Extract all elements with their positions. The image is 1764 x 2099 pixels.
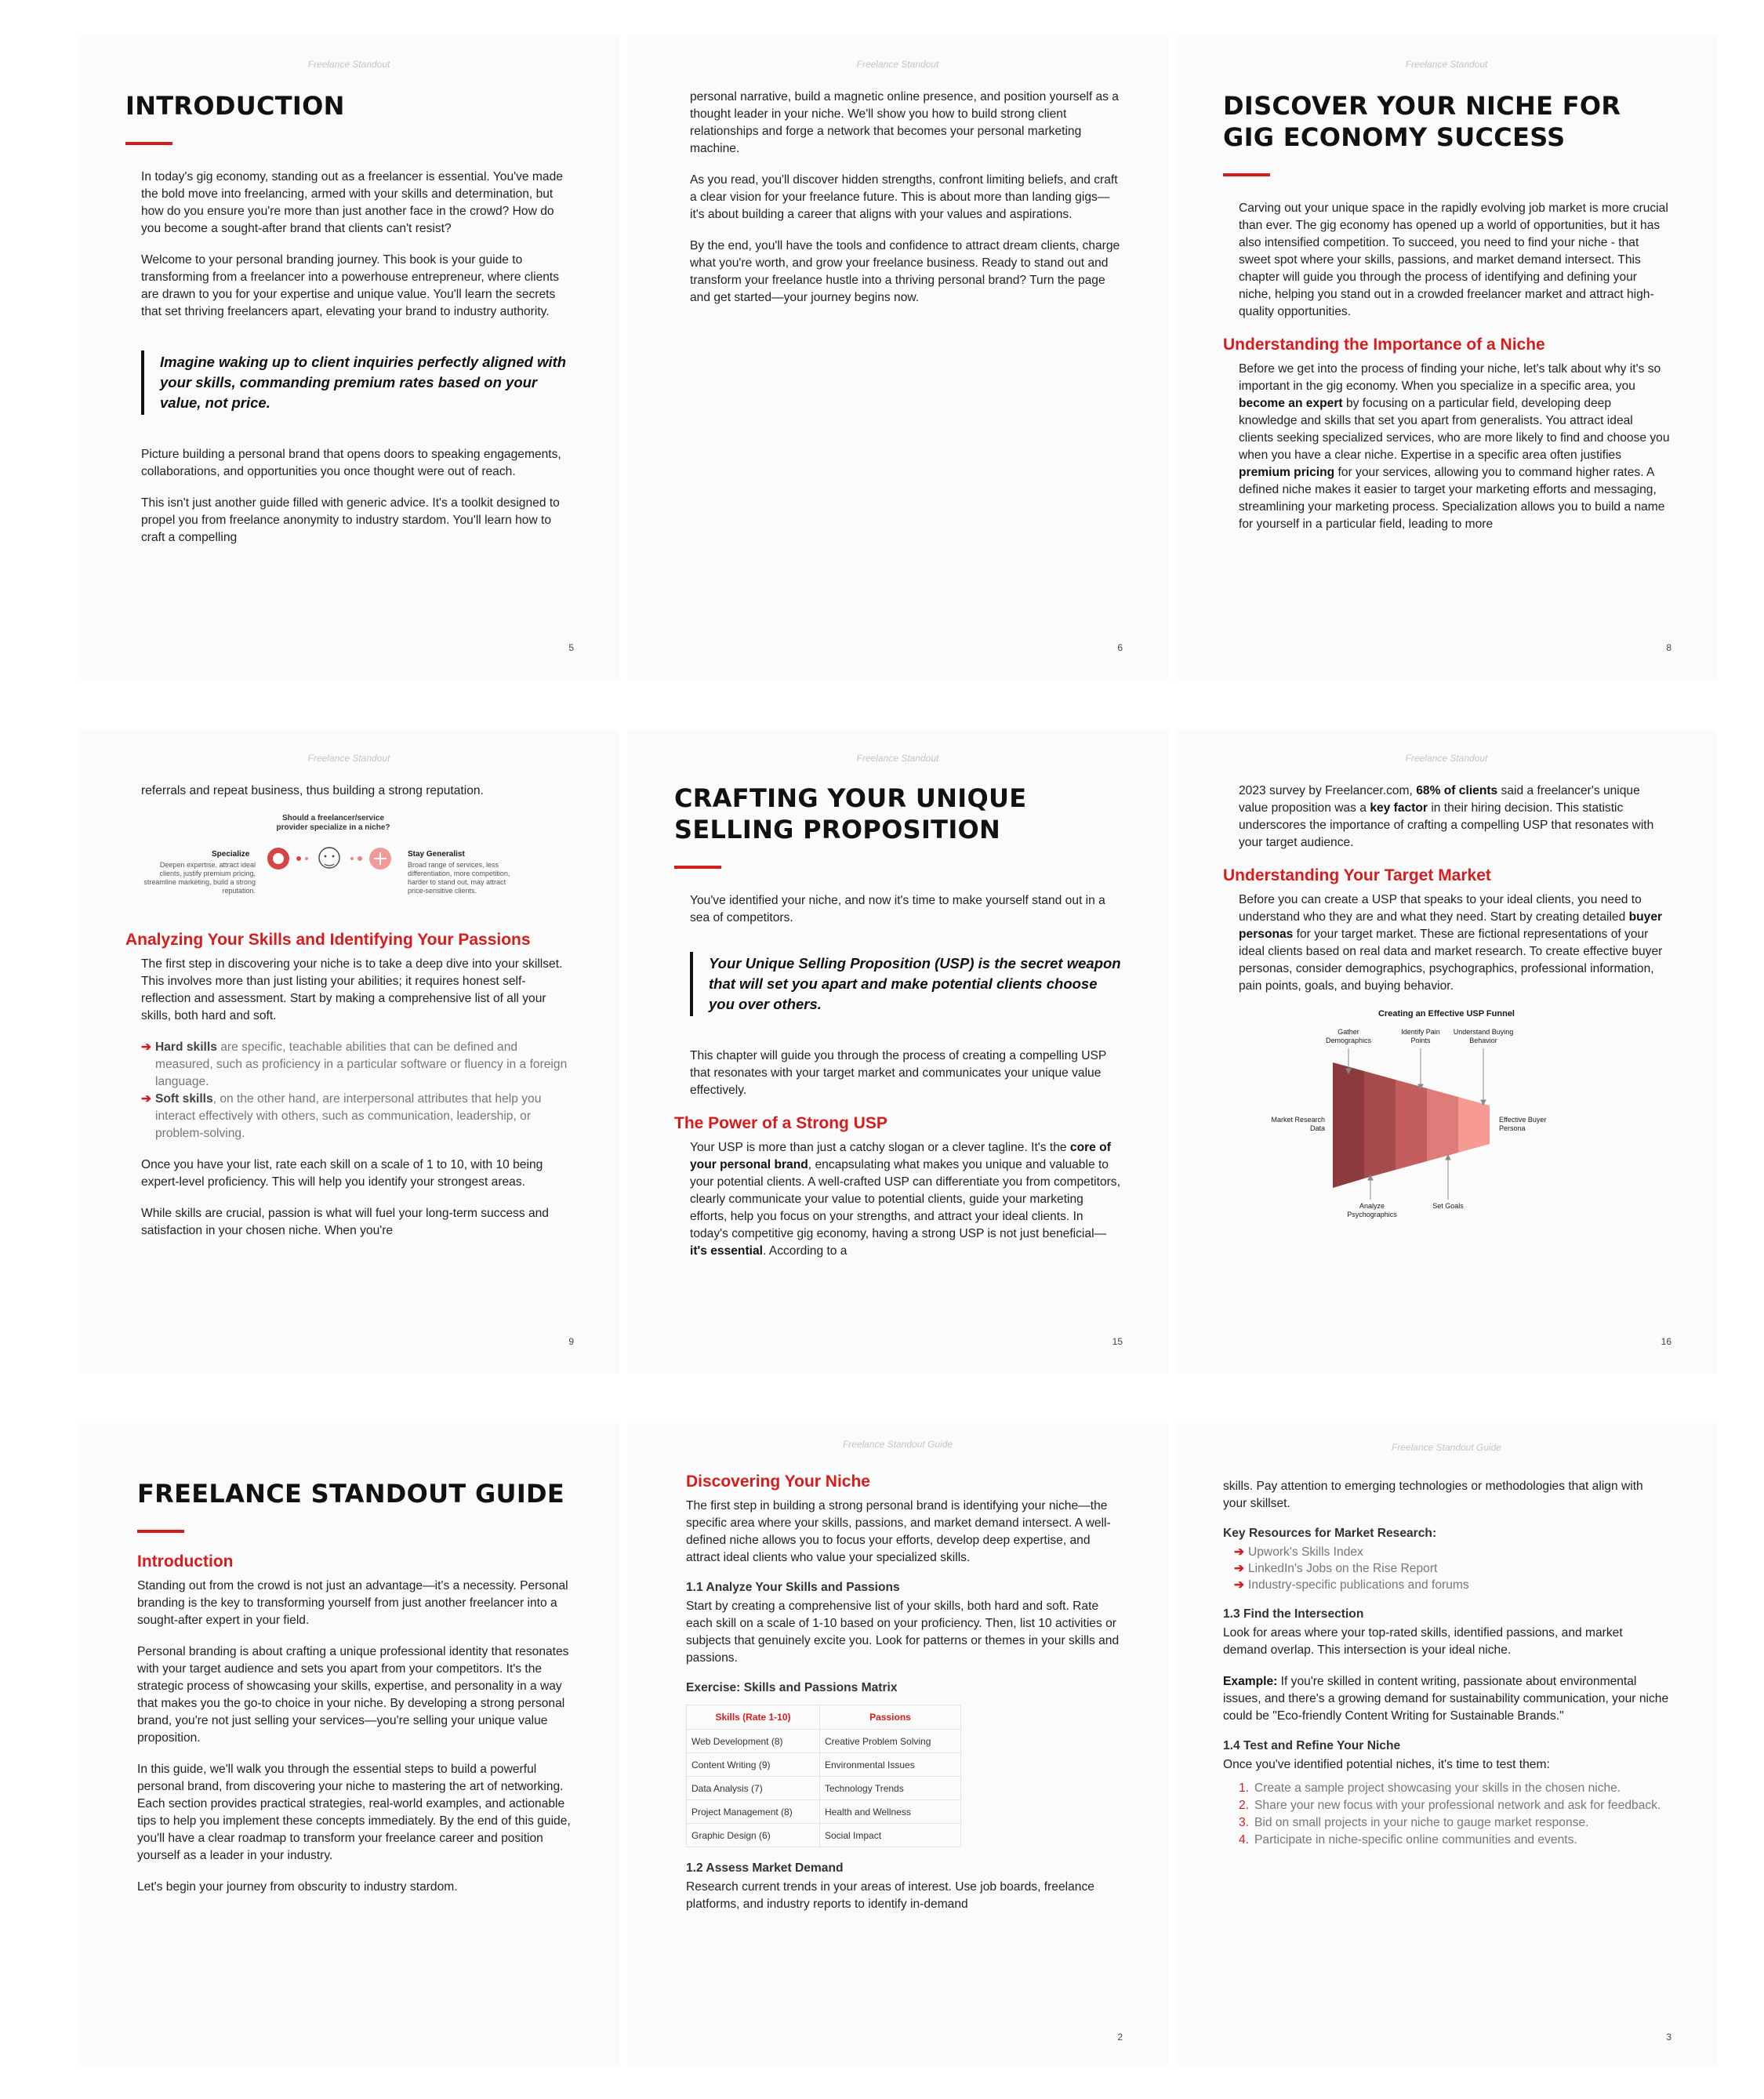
paragraph: Research current trends in your areas of interest. Use job boards, freelance platforms, and industry reports to identify in-demand: [686, 1880, 1094, 1911]
paragraph: The first step in discovering your niche is to take a deep dive into your skillset. This involves more than just listing your abilities; it requires honest self-reflection and assessment. Start by making a comprehensive list of all your skills, both hard and soft.: [141, 957, 563, 1022]
table-header: Skills (Rate 1-10): [687, 1705, 820, 1730]
test-steps-list: [1239, 1780, 1670, 1849]
page-number: 5: [568, 642, 574, 653]
subsection-heading: 1.1 Analyze Your Skills and Passions: [686, 1581, 900, 1594]
table-cell: Environmental Issues: [820, 1753, 961, 1777]
table-row: [687, 1777, 961, 1800]
paragraph: Start by creating a comprehensive list of your skills, both hard and soft. Rate each skill on a scale of 1-10 based on your proficiency. Then, list 10 activities or subjects that genuinely excite you. Look for patterns or themes in your skills and passions.: [686, 1600, 1120, 1665]
paragraph: Look for areas where your top-rated skills, identified passions, and market demand overlap. This intersection is your ideal niche.: [1223, 1626, 1623, 1657]
thinking-person-icon: [319, 848, 339, 868]
table-cell: Social Impact: [820, 1824, 961, 1847]
running-header: Freelance Standout: [307, 753, 390, 764]
diagram-right-title: Stay Generalist: [408, 850, 465, 859]
resources-list: [1234, 1544, 1670, 1593]
title-rule: [1223, 173, 1270, 176]
diagram-right-desc: Broad range of services, less differentiation, more competition, harder to stand out, may attract price-sensitive clients.: [408, 861, 510, 895]
funnel-segment-2: [1364, 1071, 1396, 1178]
paragraph: This chapter will guide you through the process of creating a compelling USP that resonates with your target market and communicates your unique value effectively.: [690, 1049, 1107, 1097]
funnel-title: Creating an Effective USP Funnel: [1377, 1009, 1515, 1019]
paragraph: Once you've identified potential niches, it's time to test them:: [1223, 1758, 1550, 1771]
list-item: ➔ LinkedIn's Jobs on the Rise Report: [1234, 1562, 1438, 1575]
funnel-label-bot1: Analyze Psychographics: [1347, 1202, 1397, 1218]
diagram-question: Should a freelancer/service provider specialize in a niche?: [276, 814, 390, 832]
page-5: [78, 35, 619, 680]
pull-quote: Imagine waking up to client inquiries perfectly aligned with your skills, commanding premium rates based on your value, not price.: [141, 350, 572, 415]
skills-list: [141, 1039, 572, 1142]
guide-title: FREELANCE STANDOUT GUIDE: [137, 1479, 565, 1509]
table-cell: Content Writing (9): [687, 1753, 820, 1777]
list-item: 2. Share your new focus with your professional network and ask for feedback.: [1239, 1799, 1661, 1812]
paragraph: Example: If you're skilled in content writing, passionate about environmental issues, and there's a growing demand for sustainability communication, your niche could be "Eco-friendly Content Writing for Sustainable Brands.": [1223, 1675, 1669, 1723]
funnel-graphic: [1223, 1009, 1584, 1229]
paragraph: referrals and repeat business, thus building a strong reputation.: [141, 784, 484, 797]
section-heading: The Power of a Strong USP: [674, 1114, 887, 1132]
funnel-label-bot2: Set Goals: [1432, 1202, 1464, 1210]
table-cell: Technology Trends: [820, 1777, 961, 1800]
diagram-left-desc: Deepen expertise, attract ideal clients, justify premium pricing, streamline marketing, build a strong reputation.: [143, 861, 256, 895]
table-header: Passions: [820, 1705, 961, 1730]
page-9: [78, 729, 619, 1374]
paragraph: Welcome to your personal branding journey. This book is your guide to transforming from a freelancer into a powerhouse entrepreneur, where clients are drawn to you for your expertise and unique value. You'll learn the secrets that set thriving freelancers apart, elevating your brand to industry authority.: [141, 253, 560, 318]
table-cell: Web Development (8): [687, 1730, 820, 1753]
paragraph: This isn't just another guide filled with generic advice. It's a toolkit designed to propel you from freelance anonymity to industry stardom. You'll learn how to craft a compelling: [141, 496, 560, 544]
funnel-label-left: Market Research Data: [1271, 1116, 1325, 1132]
section-heading: Understanding Your Target Market: [1223, 866, 1491, 884]
paragraph: Carving out your unique space in the rapidly evolving job market is more crucial than ever. The gig economy has opened up a world of opportunities, but it has also intensified competition. To succeed, you need to find your niche - that sweet spot where your skills, passions, and market demand intersect. This chapter will guide you through the process of identifying and defining your niche, helping you stand out in a crowded freelancer market and attract high-quality opportunities.: [1239, 202, 1668, 318]
subsection-heading: Exercise: Skills and Passions Matrix: [686, 1681, 898, 1694]
funnel-label-right: Effective Buyer Persona: [1499, 1116, 1547, 1132]
subsection-heading: 1.2 Assess Market Demand: [686, 1861, 844, 1875]
arrow-icon: ➔: [1234, 1562, 1245, 1575]
arrow-icon: ➔: [141, 1092, 152, 1106]
page-15: [627, 729, 1168, 1374]
paragraph: Picture building a personal brand that opens doors to speaking engagements, collaborations, and opportunities you once thought were out of reach.: [141, 448, 561, 478]
title-rule: [125, 142, 172, 145]
section-heading: Analyzing Your Skills and Identifying Your Passions: [125, 931, 531, 949]
paragraph: You've identified your niche, and now it's time to make yourself stand out in a sea of competitors.: [690, 894, 1105, 924]
table-row: [687, 1730, 961, 1753]
table-cell: Creative Problem Solving: [820, 1730, 961, 1753]
paragraph: Your USP is more than just a catchy slogan or a clever tagline. It's the core of your personal brand, encapsulating what makes you unique and valuable to your potential clients. A well-crafted USP can differentiate you from competitors, clearly communicate your value to potential clients, guide your marketing efforts, help you focus on your strengths, and attract your ideal clients. In today's competitive gig economy, having a strong USP is not just beneficial—it's essential. According to a: [690, 1141, 1120, 1258]
pull-quote: Your Unique Selling Proposition (USP) is the secret weapon that will set you apart and make potential clients choose you over others.: [690, 952, 1121, 1016]
section-heading: Discovering Your Niche: [686, 1473, 870, 1491]
arrow-icon: ➔: [141, 1040, 152, 1054]
page-6: [627, 35, 1168, 680]
funnel-label-top1: Gather Demographics: [1325, 1028, 1372, 1044]
skills-passions-table: [686, 1705, 961, 1847]
table-row: [687, 1824, 961, 1847]
page-number: 9: [568, 1336, 574, 1347]
page-number: 15: [1112, 1336, 1123, 1347]
page-number: 2: [1117, 2032, 1123, 2043]
list-item: ➔ Hard skills are specific, teachable abilities that can be defined and measured, such as proficiency in a particular software or fluency in a foreign language.: [141, 1040, 568, 1088]
page-number: 3: [1666, 2032, 1671, 2043]
running-header: Freelance Standout: [856, 753, 939, 764]
guide-page-1: [78, 1423, 619, 2066]
list-item: 4. Participate in niche-specific online communities and events.: [1239, 1833, 1577, 1847]
paragraph: 2023 survey by Freelancer.com, 68% of clients said a freelancer's unique value proposition was a key factor in their hiring decision. This statistic underscores the importance of crafting a compelling USP that resonates with your target audience.: [1239, 784, 1654, 849]
paragraph: In today's gig economy, standing out as a freelancer is essential. You've made the bold move into freelancing, armed with your skills and determination, but how do you ensure you're more than just another face in the crowd? How do you become a sought-after brand that clients can't resist?: [141, 170, 563, 235]
funnel-segment-1: [1333, 1062, 1364, 1188]
section-heading: Understanding the Importance of a Niche: [1223, 336, 1545, 354]
page-8: [1176, 35, 1717, 680]
chapter-title: INTRODUCTION: [125, 91, 345, 121]
usp-funnel-diagram: [1223, 1009, 1670, 1229]
funnel-segment-4: [1427, 1088, 1458, 1161]
paragraph: personal narrative, build a magnetic online presence, and position yourself as a thought leader in your niche. We'll show you how to build strong client relationships and forge a network that becomes your personal marketing machine.: [690, 90, 1119, 155]
title-rule: [137, 1530, 184, 1533]
list-item: 1. Create a sample project showcasing your skills in the chosen niche.: [1239, 1781, 1621, 1795]
subsection-heading: 1.4 Test and Refine Your Niche: [1223, 1739, 1401, 1752]
subsection-heading: 1.3 Find the Intersection: [1223, 1607, 1364, 1621]
paragraph: Let's begin your journey from obscurity to industry stardom.: [137, 1880, 458, 1894]
paragraph: Before we get into the process of finding your niche, let's talk about why it's so important in the gig economy. When you specialize in a specific area, you become an expert by focusing on a particular field, developing deep knowledge and skills that set you apart from generalists. You attract ideal clients seeking specialized services, who are more likely to find and choose you when you have a clear niche. Expertise in a specific area often justifies premium pricing for your services, allowing you to command higher rates. A defined niche makes it easier to target your marketing efforts and messaging, streamlining your marketing process. Specialization allows you to build a name for yourself in a particular field, leading to more: [1239, 362, 1670, 531]
page-number: 8: [1666, 642, 1671, 653]
diagram-graphic: [263, 839, 396, 878]
list-item: 3. Bid on small projects in your niche to gauge market response.: [1239, 1816, 1589, 1829]
paragraph: While skills are crucial, passion is what will fuel your long-term success and satisfaction in your chosen niche. When you're: [141, 1207, 549, 1237]
niche-decision-diagram: [141, 814, 572, 914]
chapter-title: CRAFTING YOUR UNIQUE SELLING PROPOSITION: [674, 783, 1027, 844]
guide-page-2: [627, 1423, 1168, 2066]
running-header: Freelance Standout Guide: [842, 1439, 953, 1450]
diagram-left-title: Specialize: [212, 850, 250, 859]
table-row: [687, 1800, 961, 1824]
running-header: Freelance Standout: [1405, 753, 1488, 764]
page-16: [1176, 729, 1717, 1374]
page-number: 6: [1117, 642, 1123, 653]
paragraph: Personal branding is about crafting a unique professional identity that resonates with your target audience and sets you apart from your competitors. It's the strategic process of showcasing your skills, expertise, and personality in a way that makes you the go-to choice in your niche. By developing a strong personal brand, you're not just selling your services—you're selling your unique value proposition.: [137, 1645, 569, 1745]
funnel-label-top3: Understand Buying Behavior: [1453, 1028, 1514, 1044]
running-header: Freelance Standout: [307, 59, 390, 70]
paragraph: In this guide, we'll walk you through the essential steps to build a powerful personal brand, from discovering your niche to mastering the art of networking. Each section provides practical strategies, real-world examples, and actionable tips to help you implement these concepts immediately. By the end of this guide, you'll have a clear roadmap to transform your freelance career and position yourself as a leader in your industry.: [137, 1763, 571, 1862]
table-row: [687, 1753, 961, 1777]
section-heading: Introduction: [137, 1552, 234, 1571]
guide-page-3: [1176, 1423, 1717, 2066]
arrow-icon: ➔: [1234, 1545, 1245, 1559]
page-number: 16: [1661, 1336, 1671, 1347]
paragraph: As you read, you'll discover hidden strengths, confront limiting beliefs, and craft a clear vision for your freelance future. This is about more than landing gigs—it's about building a career that aligns with your values and aspirations.: [690, 173, 1118, 221]
table-cell: Health and Wellness: [820, 1800, 961, 1824]
paragraph: Once you have your list, rate each skill on a scale of 1 to 10, with 10 being expert-level proficiency. This will help you identify your strongest areas.: [141, 1158, 543, 1189]
running-header: Freelance Standout: [1405, 59, 1488, 70]
funnel-label-top2: Identify Pain Points: [1401, 1028, 1440, 1044]
paragraph: By the end, you'll have the tools and confidence to attract dream clients, charge what you're worth, and grow your freelance business. Ready to stand out and transform your freelance hustle into a thriving personal brand? Turn the page and get started—your journey begins now.: [690, 239, 1120, 304]
funnel-segment-3: [1396, 1080, 1427, 1170]
paragraph: Before you can create a USP that speaks to your ideal clients, you need to understand who they are and what they need. Start by creating detailed buyer personas for your target market. These are fictional representations of your ideal clients based on real data and market research. To create effective buyer personas, consider demographics, psychographics, professional information, pain points, goals, and buying behavior.: [1239, 893, 1663, 993]
paragraph: Standing out from the crowd is not just an advantage—it's a necessity. Personal branding is the key to transforming yourself from just another freelancer into a sought-after expert in your field.: [137, 1579, 568, 1627]
list-item: ➔ Upwork's Skills Index: [1234, 1545, 1363, 1559]
table-cell: Graphic Design (6): [687, 1824, 820, 1847]
list-item: ➔ Soft skills, on the other hand, are interpersonal attributes that help you interact effectively with others, such as communication, leadership, or problem-solving.: [141, 1092, 542, 1140]
table-cell: Project Management (8): [687, 1800, 820, 1824]
table-cell: Data Analysis (7): [687, 1777, 820, 1800]
title-rule: [674, 866, 721, 869]
list-item: ➔ Industry-specific publications and forums: [1234, 1578, 1469, 1592]
paragraph: The first step in building a strong personal brand is identifying your niche—the specific area where your skills, passions, and market demand intersect. A well-defined niche allows you to focus your efforts, develop deep expertise, and attract ideal clients who value your specialized skills.: [686, 1499, 1111, 1564]
paragraph: skills. Pay attention to emerging technologies or methodologies that align with your skillset.: [1223, 1480, 1643, 1510]
funnel-segment-5: [1458, 1097, 1490, 1153]
arrow-icon: ➔: [1234, 1578, 1245, 1592]
chapter-title: DISCOVER YOUR NICHE FOR GIG ECONOMY SUCCESS: [1223, 91, 1621, 152]
subsection-heading: Key Resources for Market Research:: [1223, 1527, 1437, 1540]
running-header: Freelance Standout: [856, 59, 939, 70]
running-header: Freelance Standout Guide: [1391, 1442, 1502, 1453]
